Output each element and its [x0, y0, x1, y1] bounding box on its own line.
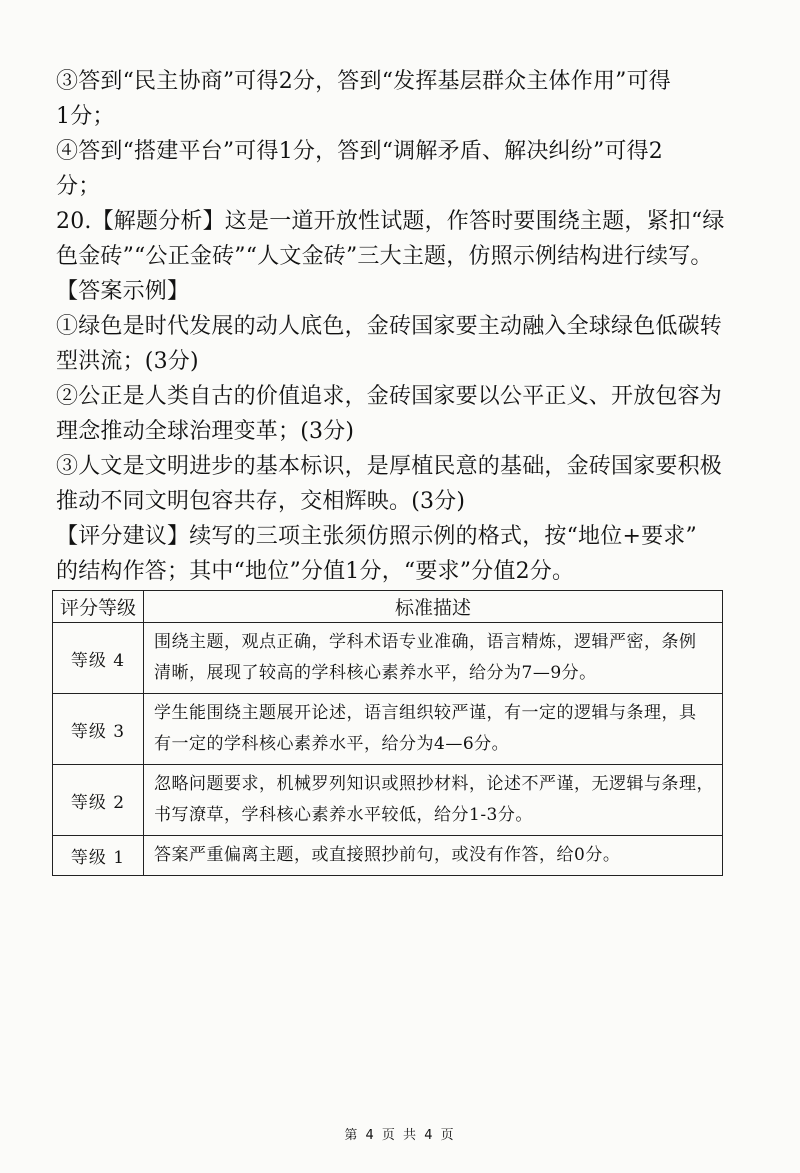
- text-line: 型洪流；(3分): [56, 349, 199, 374]
- description-line: 围绕主题，观点正确，学科术语专业准确，语言精炼，逻辑严密，条例: [154, 632, 697, 652]
- level-cell: 等级 1: [53, 836, 144, 876]
- description-line: 书写潦草，学科核心素养水平较低，给分1-3分。: [154, 805, 533, 825]
- description-line: 答案严重偏离主题，或直接照抄前句，或没有作答，给0分。: [154, 845, 621, 865]
- description-cell: [144, 694, 723, 765]
- text-line: 20.【解题分析】这是一道开放性试题，作答时要围绕主题，紧扣“绿: [56, 209, 725, 234]
- text-line: 1分；: [56, 104, 115, 129]
- text-line: 【答案示例】: [56, 279, 190, 304]
- text-line: 色金砖”“公正金砖”“人文金砖”三大主题，仿照示例结构进行续写。: [56, 244, 713, 269]
- text-line: 分；: [56, 174, 101, 199]
- table-row: [53, 765, 723, 836]
- description-line: 有一定的学科核心素养水平，给分为4—6分。: [154, 734, 510, 754]
- level-cell: 等级 3: [53, 694, 144, 765]
- description-cell: [144, 623, 723, 694]
- level-cell: 等级 2: [53, 765, 144, 836]
- text-line: 【评分建议】续写的三项主张须仿照示例的格式，按“地位+要求”: [56, 524, 697, 549]
- text-line: ④答到“搭建平台”可得1分，答到“调解矛盾、解决纠纷”可得2: [56, 139, 663, 164]
- table-header-row: [53, 591, 723, 623]
- description-cell: [144, 765, 723, 836]
- text-line: ③答到“民主协商”可得2分，答到“发挥基层群众主体作用”可得: [56, 69, 671, 94]
- table-row: [53, 623, 723, 694]
- table-row: [53, 694, 723, 765]
- description-line: 清晰，展现了较高的学科核心素养水平，给分为7—9分。: [154, 663, 597, 683]
- text-line: ③人文是文明进步的基本标识，是厚植民意的基础，金砖国家要积极: [56, 454, 723, 479]
- page-number: 第 4 页 共 4 页: [344, 1128, 456, 1143]
- grading-table: [52, 590, 723, 876]
- description-cell: [144, 836, 723, 876]
- level-cell: 等级 4: [53, 623, 144, 694]
- text-line: 推动不同文明包容共存，交相辉映。(3分): [56, 489, 466, 514]
- table-row: [53, 836, 723, 876]
- answer-text: [56, 64, 746, 589]
- text-line: 的结构作答；其中“地位”分值1分，“要求”分值2分。: [56, 559, 575, 584]
- text-line: 理念推动全球治理变革；(3分): [56, 419, 355, 444]
- header-description: 标准描述: [144, 591, 723, 623]
- description-line: 学生能围绕主题展开论述，语言组织较严谨，有一定的逻辑与条理，具: [154, 703, 697, 723]
- header-level: 评分等级: [53, 591, 144, 623]
- description-line: 忽略问题要求，机械罗列知识或照抄材料，论述不严谨，无逻辑与条理，: [154, 774, 714, 794]
- text-line: ①绿色是时代发展的动人底色，金砖国家要主动融入全球绿色低碳转: [56, 314, 723, 339]
- text-line: ②公正是人类自古的价值追求，金砖国家要以公平正义、开放包容为: [56, 384, 723, 409]
